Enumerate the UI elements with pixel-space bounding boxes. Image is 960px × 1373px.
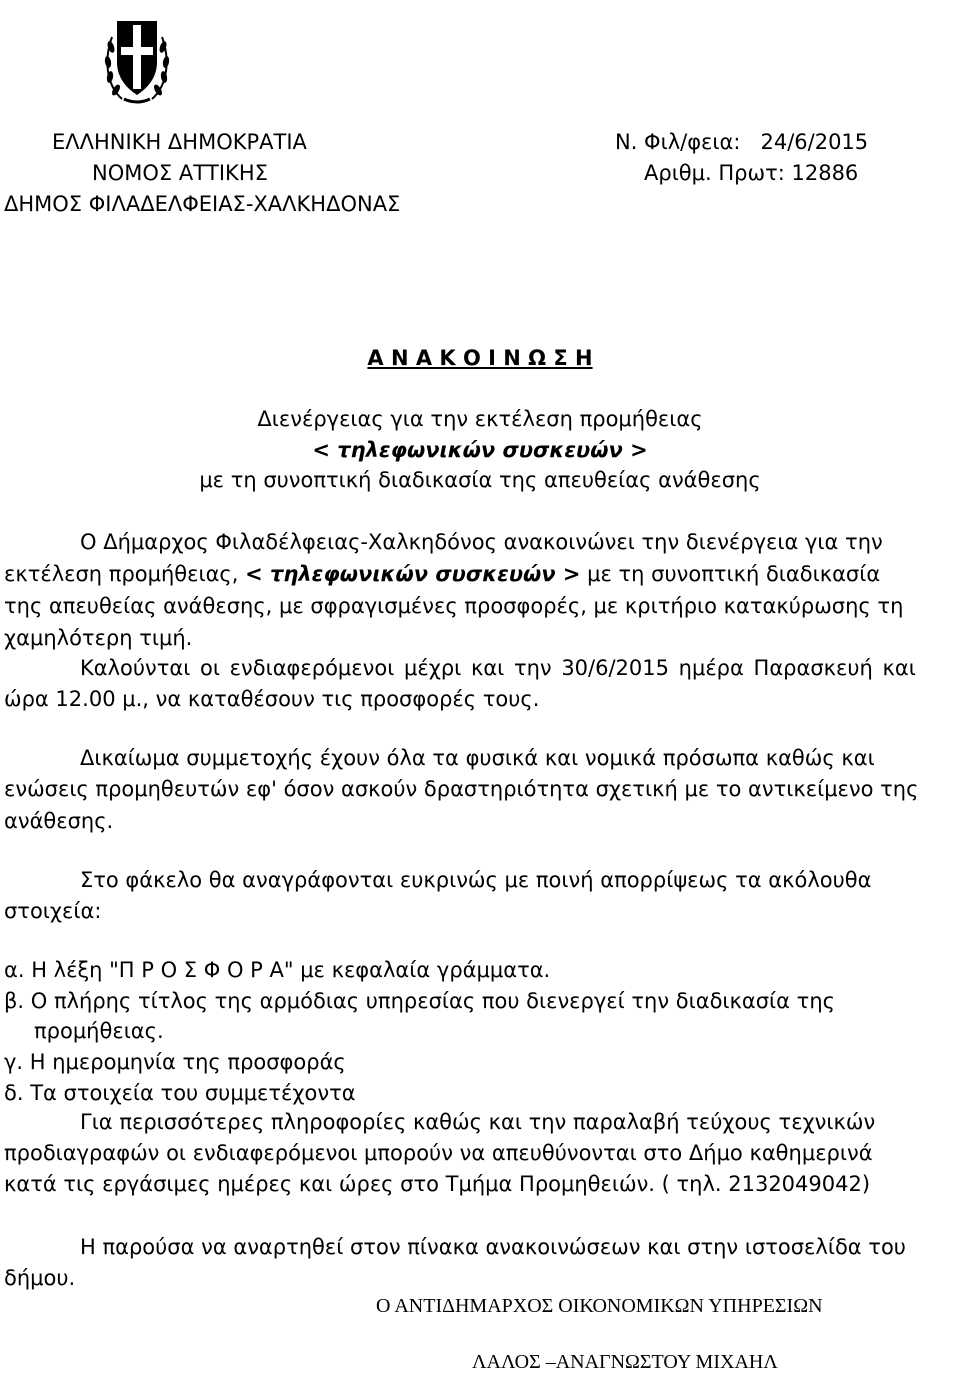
paragraph-1-line-4: χαμηλότερη τιμή. xyxy=(4,626,193,650)
paragraph-3-line-2: ενώσεις προμηθευτών εφ' όσον ασκούν δραστηριότητα σχετική με το αντικείμενο της xyxy=(4,777,919,801)
list-item-b-line-2: προμήθειας. xyxy=(34,1019,164,1043)
paragraph-2-line-1: Καλούνται οι ενδιαφερόμενοι μέχρι και την 30/6/2015 ημέρα Παρασκευή και xyxy=(80,656,916,680)
coat-of-arms-icon xyxy=(102,7,172,107)
announcement-subtitle-2: < τηλεφωνικών συσκευών > xyxy=(312,438,648,462)
list-item-b-line-1: β. Ο πλήρης τίτλος της αρμόδιας υπηρεσίας που διενεργεί την διαδικασία της xyxy=(4,989,835,1013)
signature-name: ΛΑΛΟΣ –ΑΝΑΓΝΩΣΤΟΥ ΜΙΧΑΗΛ xyxy=(472,1351,778,1373)
paragraph-1-line-2-post: με τη συνοπτική διαδικασία xyxy=(580,562,881,586)
paragraph-6-line-1: Η παρούσα να αναρτηθεί στον πίνακα ανακοινώσεων και στην ιστοσελίδα του xyxy=(80,1235,906,1259)
list-item-d: δ. Τα στοιχεία του συμμετέχοντα xyxy=(4,1081,356,1105)
paragraph-6-line-2: δήμου. xyxy=(4,1266,76,1290)
list-item-a: α. Η λέξη "Π Ρ Ο Σ Φ Ο Ρ Α" με κεφαλαία γράμματα. xyxy=(4,958,551,982)
paragraph-4-line-2: στοιχεία: xyxy=(4,899,102,923)
paragraph-1-line-2 xyxy=(4,564,880,585)
paragraph-1-line-3: της απευθείας ανάθεσης, με σφραγισμένες προσφορές, με κριτήριο κατακύρωσης τη xyxy=(4,594,904,618)
paragraph-5-line-2: προδιαγραφών οι ενδιαφερόμενοι μπορούν να απευθύνονται στο Δήμο καθημερινά xyxy=(4,1141,873,1165)
header-prefecture: ΝΟΜΟΣ ΑΤΤΙΚΗΣ xyxy=(92,161,268,185)
paragraph-2-line-2: ώρα 12.00 μ., να καταθέσουν τις προσφορές τους. xyxy=(4,687,540,711)
list-item-c: γ. Η ημερομηνία της προσφοράς xyxy=(4,1050,346,1074)
protocol-label: Αριθμ. Πρωτ: xyxy=(644,161,785,185)
paragraph-3-line-3: ανάθεσης. xyxy=(4,809,114,833)
paragraph-1-product: < τηλεφωνικών συσκευών > xyxy=(245,562,581,586)
paragraph-4-line-1: Στο φάκελο θα αναγράφονται ευκρινώς με ποινή απορρίψεως τα ακόλουθα xyxy=(80,868,872,892)
paragraph-5-line-3: κατά τις εργάσιμες ημέρες και ώρες στο Τμήμα Προμηθειών. ( τηλ. 2132049042) xyxy=(4,1172,871,1196)
paragraph-1-line-1: Ο Δήμαρχος Φιλαδέλφειας-Χαλκηδόνος ανακοινώνει την διενέργεια για την xyxy=(80,530,883,554)
protocol-value: 12886 xyxy=(791,161,859,185)
header-country: ΕΛΛΗΝΙΚΗ ΔΗΜΟΚΡΑΤΙΑ xyxy=(52,130,307,154)
date-value: 24/6/2015 xyxy=(760,130,869,154)
paragraph-3-line-1: Δικαίωμα συμμετοχής έχουν όλα τα φυσικά και νομικά πρόσωπα καθώς και xyxy=(80,746,875,770)
date-label: Ν. Φιλ/φεια: xyxy=(615,130,741,154)
paragraph-1-line-2-pre: εκτέλεση προμήθειας, xyxy=(4,562,246,586)
signature-title: Ο ΑΝΤΙΔΗΜΑΡΧΟΣ ΟΙΚΟΝΟΜΙΚΩΝ ΥΠΗΡΕΣΙΩΝ xyxy=(376,1295,823,1317)
paragraph-5-line-1: Για περισσότερες πληροφορίες καθώς και την παραλαβή τεύχους τεχνικών xyxy=(80,1110,876,1134)
announcement-subtitle-3: με τη συνοπτική διαδικασία της απευθείας ανάθεσης xyxy=(199,468,761,492)
date-line xyxy=(615,132,868,153)
announcement-title: Α Ν Α Κ Ο Ι Ν Ω Σ Η xyxy=(367,346,593,370)
header-municipality: ΔΗΜΟΣ ΦΙΛΑΔΕΛΦΕΙΑΣ-ΧΑΛΚΗΔΟΝΑΣ xyxy=(4,192,401,216)
protocol-line xyxy=(644,163,858,184)
announcement-subtitle-1: Διενέργειας για την εκτέλεση προμήθειας xyxy=(257,407,703,431)
